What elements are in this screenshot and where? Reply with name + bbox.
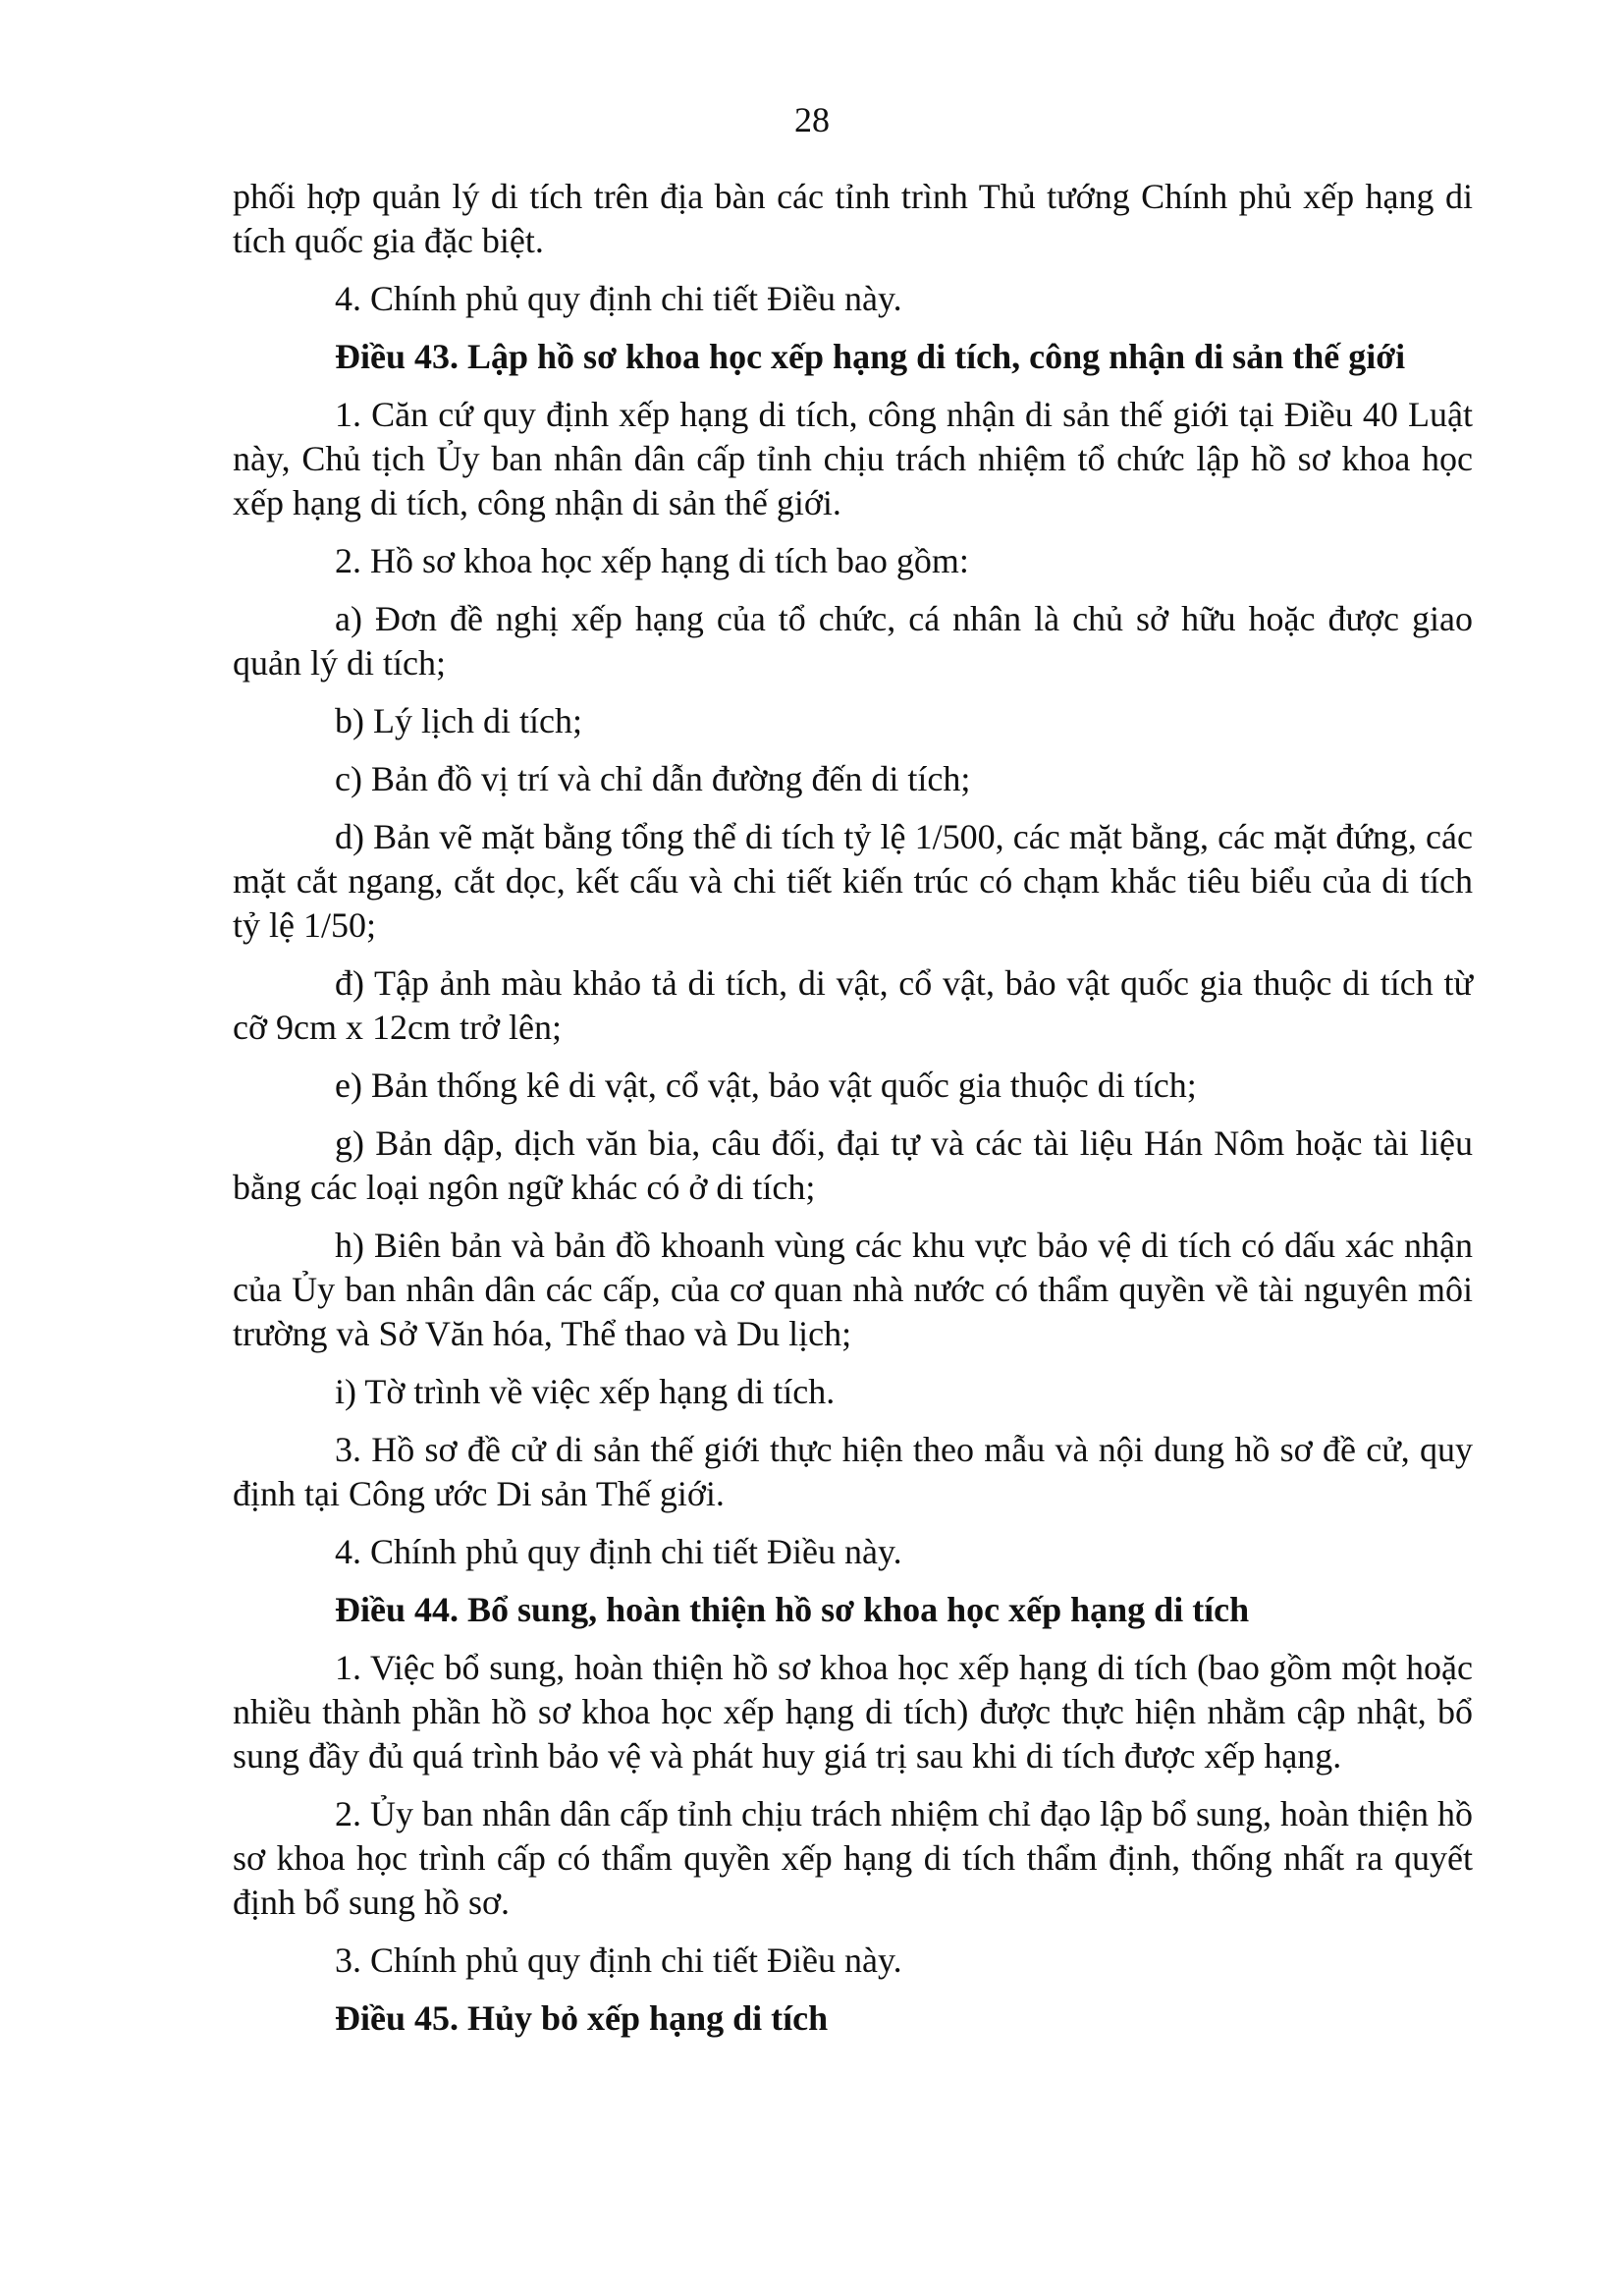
paragraph: 1. Căn cứ quy định xếp hạng di tích, công nhận di sản thế giới tại Điều 40 Luật này, Chủ tịch Ủy ban nhân dân cấp tỉnh chịu trách nhiệm tổ chức lập hồ sơ khoa học xếp hạng di tích, công nhận di sản thế giới. bbox=[233, 395, 1473, 522]
paragraph: 2. Hồ sơ khoa học xếp hạng di tích bao gồm: bbox=[335, 541, 969, 580]
page-number: 28 bbox=[794, 100, 830, 139]
paragraph: 3. Chính phủ quy định chi tiết Điều này. bbox=[335, 1941, 902, 1980]
list-item: b) Lý lịch di tích; bbox=[335, 701, 582, 740]
list-item: e) Bản thống kê di vật, cổ vật, bảo vật quốc gia thuộc di tích; bbox=[335, 1066, 1197, 1105]
paragraph: 2. Ủy ban nhân dân cấp tỉnh chịu trách nhiệm chỉ đạo lập bổ sung, hoàn thiện hồ sơ khoa học trình cấp có thẩm quyền xếp hạng di tích thẩm định, thống nhất ra quyết định bổ sung hồ sơ. bbox=[233, 1794, 1473, 1922]
paragraph: 1. Việc bổ sung, hoàn thiện hồ sơ khoa học xếp hạng di tích (bao gồm một hoặc nhiều thành phần hồ sơ khoa học xếp hạng di tích) được thực hiện nhằm cập nhật, bổ sung đầy đủ quá trình bảo vệ và phát huy giá trị sau khi di tích được xếp hạng. bbox=[233, 1648, 1473, 1776]
paragraph: phối hợp quản lý di tích trên địa bàn các tỉnh trình Thủ tướng Chính phủ xếp hạng di tích quốc gia đặc biệt. bbox=[233, 177, 1473, 260]
article-heading: Điều 43. Lập hồ sơ khoa học xếp hạng di tích, công nhận di sản thế giới bbox=[335, 337, 1406, 376]
paragraph: 4. Chính phủ quy định chi tiết Điều này. bbox=[335, 279, 902, 318]
article-heading: Điều 45. Hủy bỏ xếp hạng di tích bbox=[335, 1998, 829, 2038]
list-item: đ) Tập ảnh màu khảo tả di tích, di vật, cổ vật, bảo vật quốc gia thuộc di tích từ cỡ 9cm x 12cm trở lên; bbox=[233, 963, 1473, 1047]
list-item: i) Tờ trình về việc xếp hạng di tích. bbox=[335, 1372, 836, 1411]
paragraph: 4. Chính phủ quy định chi tiết Điều này. bbox=[335, 1532, 902, 1571]
list-item: c) Bản đồ vị trí và chỉ dẫn đường đến di tích; bbox=[335, 759, 971, 798]
list-item: h) Biên bản và bản đồ khoanh vùng các khu vực bảo vệ di tích có dấu xác nhận của Ủy ban nhân dân các cấp, của cơ quan nhà nước có thẩm quyền về tài nguyên môi trường và Sở Văn hóa, Thể thao và Du lịch; bbox=[233, 1226, 1473, 1353]
list-item: g) Bản dập, dịch văn bia, câu đối, đại tự và các tài liệu Hán Nôm hoặc tài liệu bằng các loại ngôn ngữ khác có ở di tích; bbox=[233, 1123, 1473, 1207]
paragraph: 3. Hồ sơ đề cử di sản thế giới thực hiện theo mẫu và nội dung hồ sơ đề cử, quy định tại Công ước Di sản Thế giới. bbox=[233, 1430, 1473, 1513]
list-item: d) Bản vẽ mặt bằng tổng thể di tích tỷ lệ 1/500, các mặt bằng, các mặt đứng, các mặt cắt ngang, cắt dọc, kết cấu và chi tiết kiến trúc có chạm khắc tiêu biểu của di tích tỷ lệ 1/50; bbox=[233, 817, 1473, 945]
document-body bbox=[233, 175, 1473, 2054]
article-heading: Điều 44. Bổ sung, hoàn thiện hồ sơ khoa học xếp hạng di tích bbox=[335, 1590, 1250, 1629]
list-item: a) Đơn đề nghị xếp hạng của tổ chức, cá nhân là chủ sở hữu hoặc được giao quản lý di tích; bbox=[233, 599, 1473, 683]
